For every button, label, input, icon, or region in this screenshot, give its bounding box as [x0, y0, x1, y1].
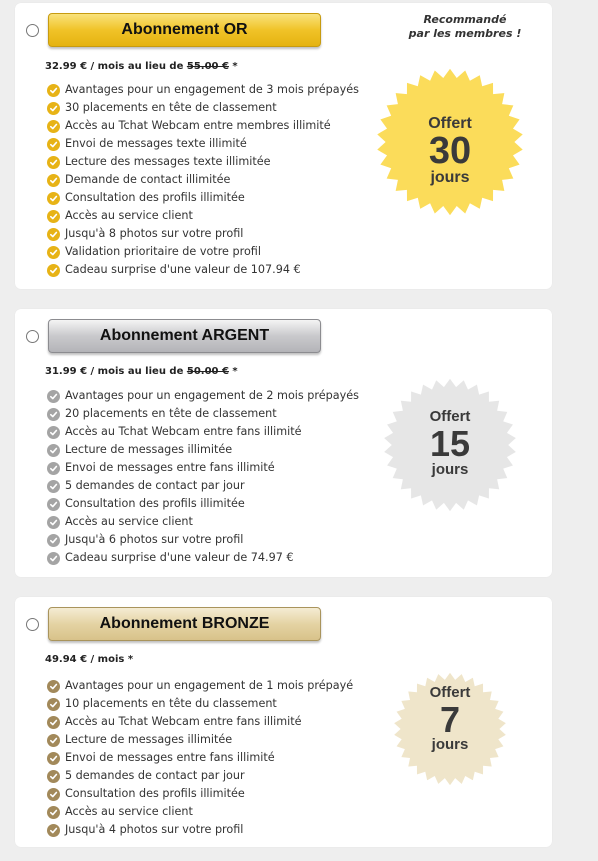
feature-item	[47, 549, 359, 567]
feature-item	[47, 531, 359, 549]
feature-item	[47, 189, 359, 207]
offer-badge-bronze	[392, 671, 508, 787]
check-circle-icon	[47, 156, 60, 169]
feature-text: Avantages pour un engagement de 1 mois prépayé	[65, 679, 354, 692]
feature-text: Validation prioritaire de votre profil	[65, 245, 261, 258]
feature-text: 30 placements en tête de classement	[65, 101, 277, 114]
feature-text: Accès au service client	[65, 209, 193, 222]
check-circle-icon	[47, 120, 60, 133]
check-circle-icon	[47, 174, 60, 187]
check-circle-icon	[47, 534, 60, 547]
feature-text: Cadeau surprise d'une valeur de 107.94 €	[65, 263, 301, 276]
badge-jours: jours	[431, 736, 469, 753]
check-circle-icon	[47, 516, 60, 529]
badge-jours: jours	[430, 169, 470, 186]
feature-item	[47, 405, 359, 423]
badge-number: 7	[439, 699, 461, 740]
feature-text: Consultation des profils illimitée	[65, 497, 245, 510]
feature-text: Jusqu'à 8 photos sur votre profil	[65, 227, 244, 240]
feature-item	[47, 713, 353, 731]
plan-price-argent	[45, 366, 238, 377]
check-circle-icon	[47, 480, 60, 493]
badge-offert: Offert	[429, 684, 471, 701]
plan-button-argent[interactable]	[48, 319, 321, 353]
badge-number: 15	[429, 423, 471, 464]
check-circle-icon	[47, 552, 60, 565]
plan-button-bronze[interactable]	[48, 607, 321, 641]
feature-text: Lecture de messages illimitée	[65, 443, 233, 456]
feature-item	[47, 495, 359, 513]
check-circle-icon	[47, 788, 60, 801]
feature-text: Consultation des profils illimitée	[65, 787, 245, 800]
check-circle-icon	[47, 824, 60, 837]
feature-item	[47, 767, 353, 785]
feature-text: 10 placements en tête du classement	[65, 697, 277, 710]
feature-text: Avantages pour un engagement de 2 mois prépayés	[65, 389, 359, 402]
check-circle-icon	[47, 408, 60, 421]
feature-text: 5 demandes de contact par jour	[65, 769, 245, 782]
recommended-line1: Recommandé	[423, 13, 507, 26]
feature-item	[47, 153, 359, 171]
feature-text: 5 demandes de contact par jour	[65, 479, 245, 492]
price-text: 32.99 € / mois au lieu de	[45, 61, 184, 72]
old-price: 50.00 €	[186, 366, 229, 377]
check-circle-icon	[47, 138, 60, 151]
price-text: 31.99 € / mois au lieu de	[45, 366, 184, 377]
check-circle-icon	[47, 444, 60, 457]
price-text: 49.94 € / mois *	[45, 654, 134, 665]
feature-item	[47, 513, 359, 531]
feature-item	[47, 785, 353, 803]
feature-text: Demande de contact illimitée	[65, 173, 231, 186]
feature-list-or	[47, 81, 359, 279]
feature-item	[47, 117, 359, 135]
plan-title-or: Abonnement OR	[121, 21, 248, 38]
check-circle-icon	[47, 680, 60, 693]
feature-item	[47, 749, 353, 767]
feature-item	[47, 459, 359, 477]
plan-card-bronze	[15, 597, 552, 847]
feature-text: Accès au Tchat Webcam entre membres illimité	[65, 119, 331, 132]
feature-item	[47, 207, 359, 225]
feature-text: Accès au service client	[65, 515, 193, 528]
badge-number: 30	[428, 130, 472, 172]
feature-text: Envoi de messages entre fans illimité	[65, 751, 275, 764]
recommended-line2: par les membres !	[408, 27, 522, 40]
plan-price-bronze	[45, 654, 133, 665]
offer-badge-argent	[382, 377, 518, 513]
feature-text: Envoi de messages texte illimité	[65, 137, 247, 150]
feature-text: Cadeau surprise d'une valeur de 74.97 €	[65, 551, 294, 564]
feature-item	[47, 99, 359, 117]
check-circle-icon	[47, 246, 60, 259]
check-circle-icon	[47, 192, 60, 205]
badge-offert: Offert	[429, 408, 471, 425]
feature-text: Lecture de messages illimitée	[65, 733, 233, 746]
check-circle-icon	[47, 806, 60, 819]
badge-jours: jours	[431, 461, 469, 478]
check-circle-icon	[47, 84, 60, 97]
feature-item	[47, 135, 359, 153]
feature-list-argent	[47, 387, 359, 567]
price-suffix: *	[232, 61, 238, 72]
check-circle-icon	[47, 102, 60, 115]
plan-radio-or[interactable]	[26, 24, 39, 37]
feature-text: Jusqu'à 4 photos sur votre profil	[65, 823, 244, 836]
feature-text: Avantages pour un engagement de 3 mois prépayés	[65, 83, 359, 96]
plan-radio-argent[interactable]	[26, 330, 39, 343]
check-circle-icon	[47, 462, 60, 475]
plan-radio-bronze[interactable]	[26, 618, 39, 631]
feature-text: Jusqu'à 6 photos sur votre profil	[65, 533, 244, 546]
feature-text: Accès au Tchat Webcam entre fans illimité	[65, 715, 302, 728]
feature-text: 20 placements en tête de classement	[65, 407, 277, 420]
feature-text: Accès au service client	[65, 805, 193, 818]
plan-card-argent	[15, 309, 552, 577]
feature-item	[47, 423, 359, 441]
check-circle-icon	[47, 264, 60, 277]
feature-item	[47, 695, 353, 713]
badge-offert: Offert	[428, 115, 472, 132]
plan-price-or	[45, 61, 238, 72]
price-suffix: *	[232, 366, 238, 377]
feature-item	[47, 81, 359, 99]
check-circle-icon	[47, 390, 60, 403]
feature-item	[47, 441, 359, 459]
feature-item	[47, 677, 353, 695]
feature-item	[47, 803, 353, 821]
offer-badge-or	[375, 67, 525, 217]
feature-text: Envoi de messages entre fans illimité	[65, 461, 275, 474]
feature-item	[47, 243, 359, 261]
feature-item	[47, 821, 353, 839]
recommended-label	[390, 13, 540, 41]
feature-item	[47, 477, 359, 495]
check-circle-icon	[47, 426, 60, 439]
feature-text: Consultation des profils illimitée	[65, 191, 245, 204]
plan-title-bronze: Abonnement BRONZE	[99, 615, 270, 632]
feature-list-bronze	[47, 677, 353, 839]
feature-item	[47, 731, 353, 749]
plan-title-argent: Abonnement ARGENT	[99, 327, 270, 344]
check-circle-icon	[47, 210, 60, 223]
check-circle-icon	[47, 498, 60, 511]
check-circle-icon	[47, 752, 60, 765]
feature-item	[47, 261, 359, 279]
feature-text: Accès au Tchat Webcam entre fans illimité	[65, 425, 302, 438]
old-price: 55.00 €	[186, 61, 229, 72]
feature-item	[47, 225, 359, 243]
check-circle-icon	[47, 770, 60, 783]
check-circle-icon	[47, 228, 60, 241]
feature-item	[47, 171, 359, 189]
feature-text: Lecture des messages texte illimitée	[65, 155, 271, 168]
plan-card-or	[15, 3, 552, 289]
plan-button-or[interactable]	[48, 13, 321, 47]
feature-item	[47, 387, 359, 405]
check-circle-icon	[47, 698, 60, 711]
check-circle-icon	[47, 716, 60, 729]
check-circle-icon	[47, 734, 60, 747]
